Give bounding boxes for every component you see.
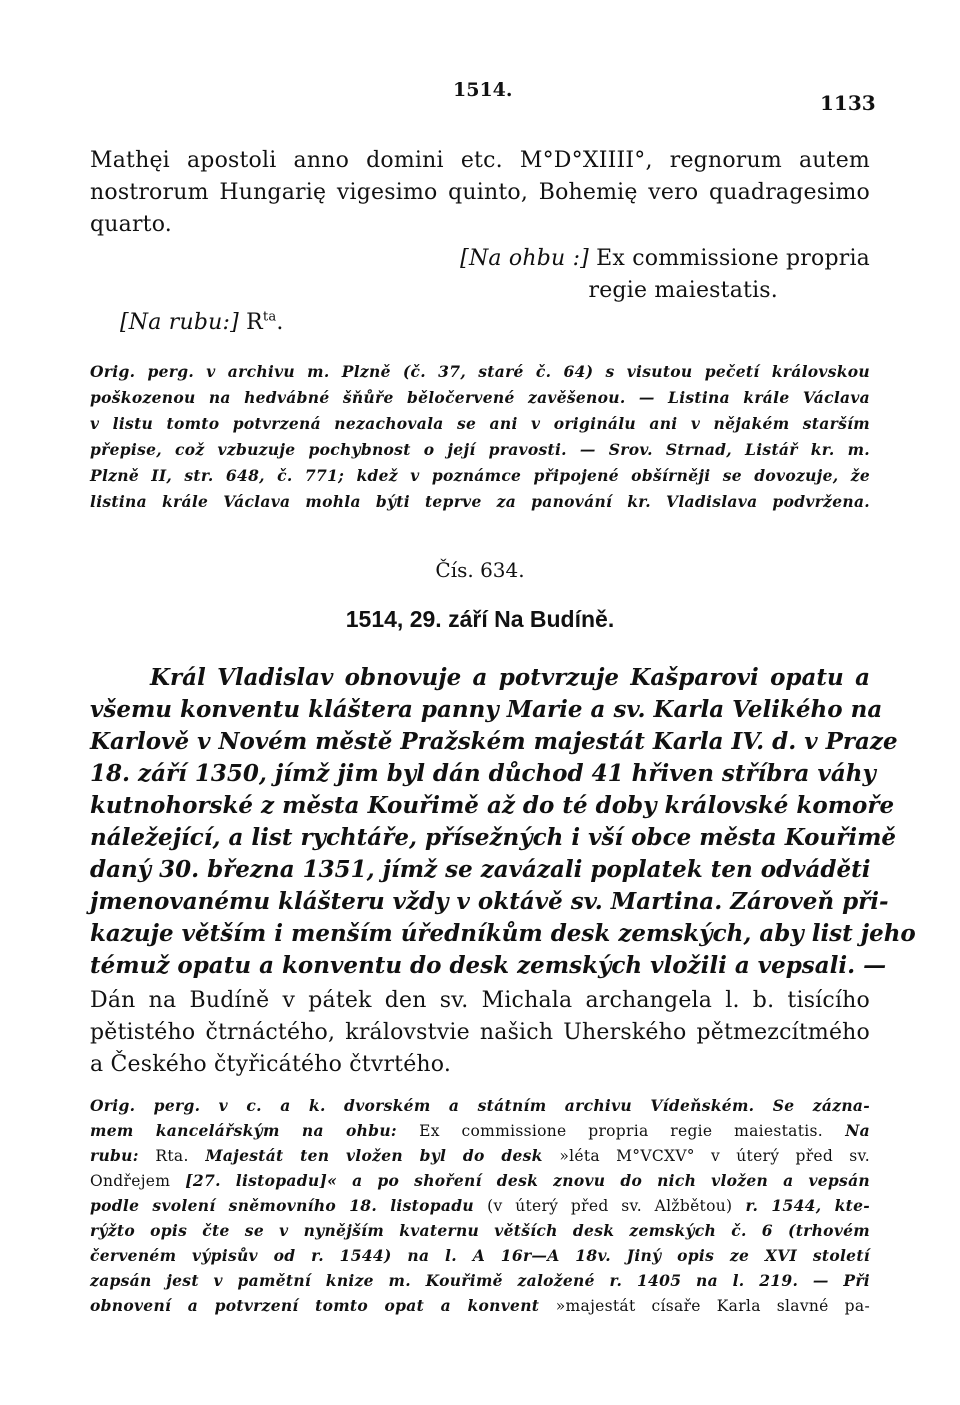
document-heading: 1514, 29. září Na Budíně. (345, 606, 615, 632)
main-text-line: Dán na Budíně v pátek den sv. Michala archangela l. b. tisícího (90, 988, 870, 1013)
note2-line: zapsán jest v pamětní knize m. Kouřimě založené r. 1405 na l. 219. — Při (90, 1271, 870, 1290)
summary-line: Král Vladislav obnovuje a potvrzuje Kašparovi opatu a (150, 664, 870, 691)
note-line: poškozenou na hedvábné šňůře běločervené zavěšenou. — Listina krále Václava (90, 388, 870, 407)
note2-seg-upright: Rta. (155, 1147, 189, 1165)
note2-seg: Majestát ten vložen byl do desk (205, 1146, 543, 1165)
rta-sup: ta (262, 309, 277, 325)
note-line: Orig. perg. v archivu m. Plzně (č. 37, staré č. 64) s visutou pečetí královskou (90, 362, 870, 381)
note2-seg-upright: Ex commissione propria regie maiestatis. (419, 1122, 823, 1140)
text-line: quarto. (90, 212, 172, 237)
summary-line: náležející, a list rychtáře, přísežných i vší obce města Kouřimě (90, 824, 897, 851)
document-number: Čís. 634. (435, 558, 525, 582)
summary-line: kutnohorské z města Kouřimě až do té doby královské komoře (90, 792, 895, 819)
note2-line (90, 1296, 870, 1315)
note-line: v listu tomto potvrzená nezachovala se ani v originálu ani v nějakém starším (90, 414, 870, 433)
text-line: nostrorum Hungarię vigesimo quinto, Bohemię vero quadragesimo (90, 180, 870, 205)
summary-line: 18. září 1350, jímž jim byl dán důchod 41 hřiven stříbra váhy (90, 760, 876, 787)
na-rubu-label: [Na rubu:] (120, 310, 239, 335)
note2-seg-upright: Ondřejem (90, 1172, 171, 1190)
endorsement-back (120, 310, 900, 335)
note-line: listina krále Václava mohla býti teprve za panování kr. Vladislava podvržena. (90, 492, 870, 511)
note-line: Plzně II, str. 648, č. 771; kdež v poznámce připojené obšírněji se dovozuje, že (90, 466, 870, 485)
note2-seg: podle svolení sněmovního 18. listopadu (90, 1196, 474, 1215)
rta-mark: R (246, 310, 263, 335)
na-ohbu-label: [Na ohbu :] (460, 246, 589, 271)
main-text-line: pětistého čtrnáctého, královstvie našich Uherského pětmezcítmého (90, 1020, 870, 1045)
endorsement-fold (400, 246, 870, 271)
note2-line (90, 1171, 870, 1190)
note2-seg: rubu: (90, 1146, 139, 1165)
summary-line: Karlově v Novém městě Pražském majestát Karla IV. d. v Praze (90, 728, 898, 755)
note2-seg: [27. listopadu]« a po shoření desk znovu do nich vložen a vepsán (185, 1171, 870, 1190)
summary-line: kazuje větším i menším úředníkům desk zemských, aby list jeho (90, 920, 916, 947)
main-text-line: a Českého čtyřicátého čtvrtého. (90, 1052, 452, 1077)
note2-line: červeném výpisův od r. 1544) na l. A 16r—A 18v. Jiný opis ze XVI století (90, 1246, 870, 1265)
note-line: přepise, což vzbuzuje pochybnost o její pravosti. — Srov. Strnad, Listář kr. m. (90, 440, 870, 459)
endorsement-fold-2: regie maiestatis. (588, 278, 778, 303)
summary-line: všemu konventu kláštera panny Marie a sv. Karla Velikého na (90, 696, 883, 723)
summary-line: témuž opatu a konventu do desk zemských vložili a vepsali. — (90, 952, 887, 979)
running-head-year: 1514. (453, 79, 513, 101)
note2-seg: r. 1544, kte- (745, 1196, 871, 1215)
note2-line: rýžto opis čte se v nynějším kvaternu větších desk zemských č. 6 (trhovém (90, 1221, 870, 1240)
note2-seg-upright: »léta M°VCXV° v úterý před sv. (559, 1147, 870, 1165)
note2-line (90, 1196, 870, 1215)
note2-seg: mem kancelářským na ohbu: (90, 1121, 397, 1140)
rta-dot: . (276, 310, 284, 335)
note2-line: Orig. perg. v c. a k. dvorském a státním archivu Vídeňském. Se zázna- (90, 1096, 870, 1115)
note2-line (90, 1146, 870, 1165)
text-line: Mathęi apostoli anno domini etc. M°D°XIIII°, regnorum autem (90, 148, 870, 173)
note2-seg-upright: »majestát císaře Karla slavné pa- (555, 1297, 870, 1315)
page-number: 1133 (820, 91, 876, 115)
commission-text: Ex commissione propria (596, 246, 870, 271)
note2-seg: obnovení a potvrzení tomto opat a konvent (90, 1296, 540, 1315)
note2-seg: Na (845, 1121, 870, 1140)
note2-seg-upright: (v úterý před sv. Alžbětou) (487, 1197, 733, 1215)
summary-line: jmenovanému klášteru vždy v oktávě sv. Martina. Zároveň při- (90, 888, 889, 915)
note2-line (90, 1121, 870, 1140)
summary-line: daný 30. března 1351, jímž se zavázali poplatek ten odváděti (90, 856, 871, 883)
